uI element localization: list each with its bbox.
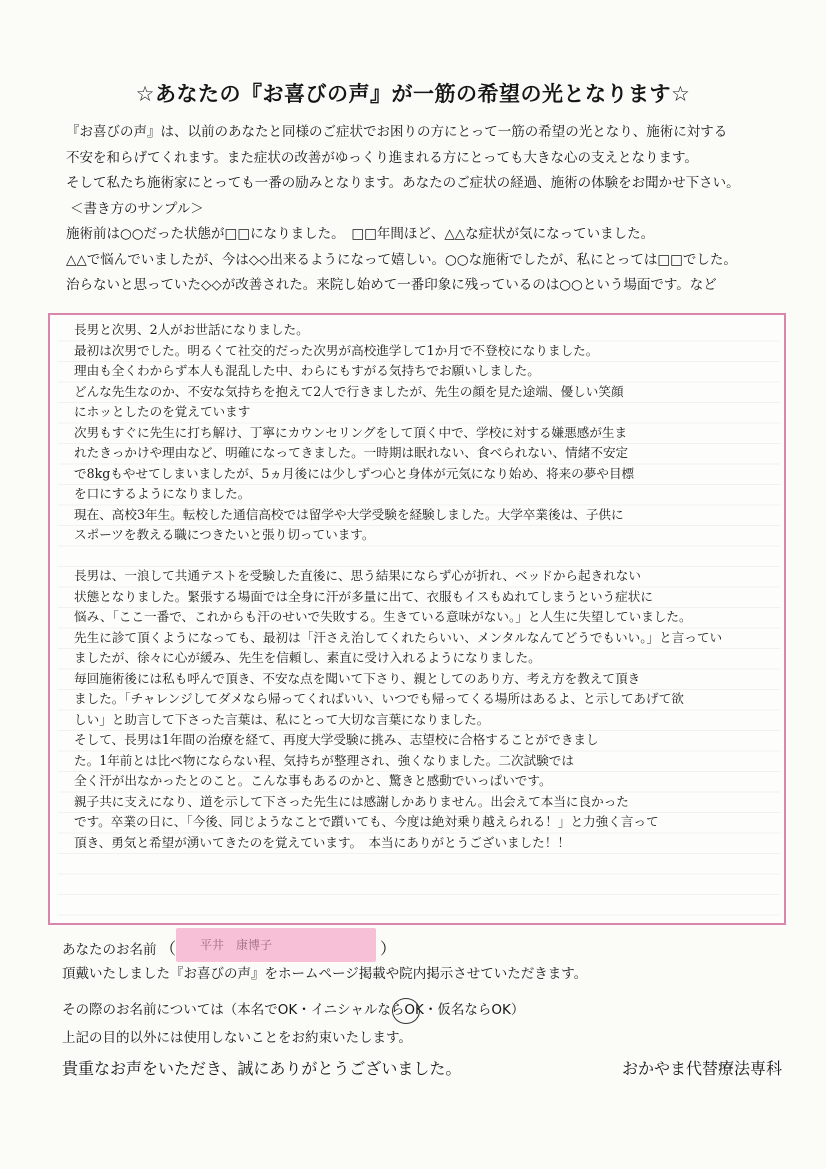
testimonial-line: で8kgもやせてしまいましたが、5ヵ月後には少しずつ心と身体が元気になり始め、将来の夢や目標 xyxy=(74,465,635,481)
intro-line: 施術前は○○だった状態が□□になりました。 □□年間ほど、△△な症状が気になっていました。 xyxy=(66,226,655,242)
testimonial-line: ました。「チャレンジしてダメなら帰ってくればいい、いつでも帰ってくる場所はあるよ、と示してあげて欲 xyxy=(74,691,684,706)
name-label: あなたのお名前 xyxy=(62,942,157,958)
intro-line: 『お喜びの声』は、以前のあなたと同様のご症状でお困りの方にとって一筋の希望の光となり、施術に対する xyxy=(66,124,728,140)
testimonial-line: 全く汗が出なかったとのこと。こんな事もあるのかと、驚きと感動でいっぱいです。 xyxy=(74,773,552,788)
testimonial-line: どんな先生なのか、不安な気持ちを抱えて2人で行きましたが、先生の顔を見た途端、優しい笑顔 xyxy=(74,383,624,399)
testimonial-line: 長男と次男、2人がお世話になりました。 xyxy=(74,322,309,337)
page-title: ☆あなたの『お喜びの声』が一筋の希望の光となります☆ xyxy=(135,82,691,106)
testimonial-line: 悩み、「ここ一番で、これからも汗のせいで失敗する。生きている意味がない。」と人生に失望していました。 xyxy=(74,609,692,624)
testimonial-line: スポーツを教える職につきたいと張り切っています。 xyxy=(74,527,375,542)
testimonial-line: にホッとしたのを覚えています xyxy=(74,404,251,419)
selection-circle xyxy=(392,998,420,1024)
name-redaction xyxy=(176,928,376,962)
intro-line: 不安を和らげてくれます。また症状の改善がゆっくり進まれる方にとっても大きな心の支えとなります。 xyxy=(66,149,698,166)
intro-text xyxy=(66,120,776,299)
publish-note: 頂戴いたしました『お喜びの声』をホームページ掲載や院内掲示させていただきます。 xyxy=(62,966,588,982)
testimonial-line: 先生に診て頂くようになっても、最初は「汗さえ治してくれたらいい、メンタルなんてどうでもいい。」と言ってい xyxy=(74,629,723,645)
name-option-note: その際のお名前については（本名でOK・イニシャルならOK・仮名ならOK） xyxy=(62,1002,525,1018)
name-value: 平井 康博子 xyxy=(200,938,273,952)
testimonial-line: 現在、高校3年生。転校した通信高校では留学や大学受験を経験しました。大学卒業後は、子供に xyxy=(74,506,624,522)
name-row xyxy=(62,938,397,958)
testimonial-line: 最初は次男でした。明るくて社交的だった次男が高校進学して1か月で不登校になりました。 xyxy=(74,342,599,358)
testimonial-line: ましたが、徐々に心が緩み、先生を信頼し、素直に受け入れるようになりました。 xyxy=(74,650,541,665)
testimonial-line: 次男もすぐに先生に打ち解け、丁寧にカウンセリングをして頂く中で、学校に対する嫌悪感が生ま xyxy=(74,424,628,440)
testimonial-line: 理由も全くわからず本人も混乱した中、わらにもすがる気持ちでお願いしました。 xyxy=(74,363,540,378)
privacy-note: 上記の目的以外には使用しないことをお約束いたします。 xyxy=(62,1030,412,1046)
intro-line: 治らないと思っていた◇◇が改善された。来院し始めて一番印象に残っているのは○○という場面です。など xyxy=(66,277,717,293)
clinic-name: おかやま代替療法専科 xyxy=(621,1059,782,1078)
testimonial-line: しい」と助言して下さった言葉は、私にとって大切な言葉になりました。 xyxy=(74,711,490,727)
testimonial-line: た。1年前とは比べ物にならない程、気持ちが整理され、強くなりました。二次試験では xyxy=(74,752,574,768)
testimonial-line: 親子共に支えになり、道を示して下さった先生には感謝しかありません。出会えて本当に良かった xyxy=(74,793,629,809)
intro-line: そして私たち施術家にとっても一番の励みとなります。あなたのご症状の経過、施術の体験をお聞かせ下さい。 xyxy=(66,175,740,191)
sample-heading: ＜書き方のサンプル＞ xyxy=(70,200,204,217)
testimonial-line: です。卒業の日に、「今後、同じようなことで躓いても、今度は絶対乗り越えられる！」と力強く言って xyxy=(74,814,659,829)
testimonial-line: そして、長男は1年間の治療を経て、再度大学受験に挑み、志望校に合格することができまし xyxy=(74,732,599,747)
testimonial-line: 長男は、一浪して共通テストを受験した直後に、思う結果にならず心が折れ、ベッドから起きれない xyxy=(74,568,641,583)
testimonial-line: を口にするようになりました。 xyxy=(74,486,251,501)
paren-open: （ xyxy=(160,939,177,958)
testimonial-line: 状態となりました。緊張する場面では全身に汗が多量に出て、衣服もイスもぬれてしまうという症状に xyxy=(74,588,653,604)
testimonial-line: れたきっかけや理由など、明確になってきました。一時期は眠れない、食べられない、情緒不安定 xyxy=(74,445,629,460)
testimonial-line: 頂き、勇気と希望が湧いてきたのを覚えています。 本当にありがとうございました！！ xyxy=(74,834,570,850)
testimonial-line: 毎回施術後には私も呼んで頂き、不安な点を聞いて下さり、親としてのあり方、考え方を教えて頂き xyxy=(74,670,641,686)
intro-line: △△で悩んでいましたが、今は◇◇出来るようになって嬉しい。○○な施術でしたが、私にとっては□□でした。 xyxy=(66,251,737,268)
paren-close: ） xyxy=(380,939,397,958)
thanks-message: 貴重なお声をいただき、誠にありがとうございました。 xyxy=(62,1059,462,1078)
handwritten-testimonial xyxy=(74,320,774,853)
closing-row xyxy=(62,1056,782,1079)
